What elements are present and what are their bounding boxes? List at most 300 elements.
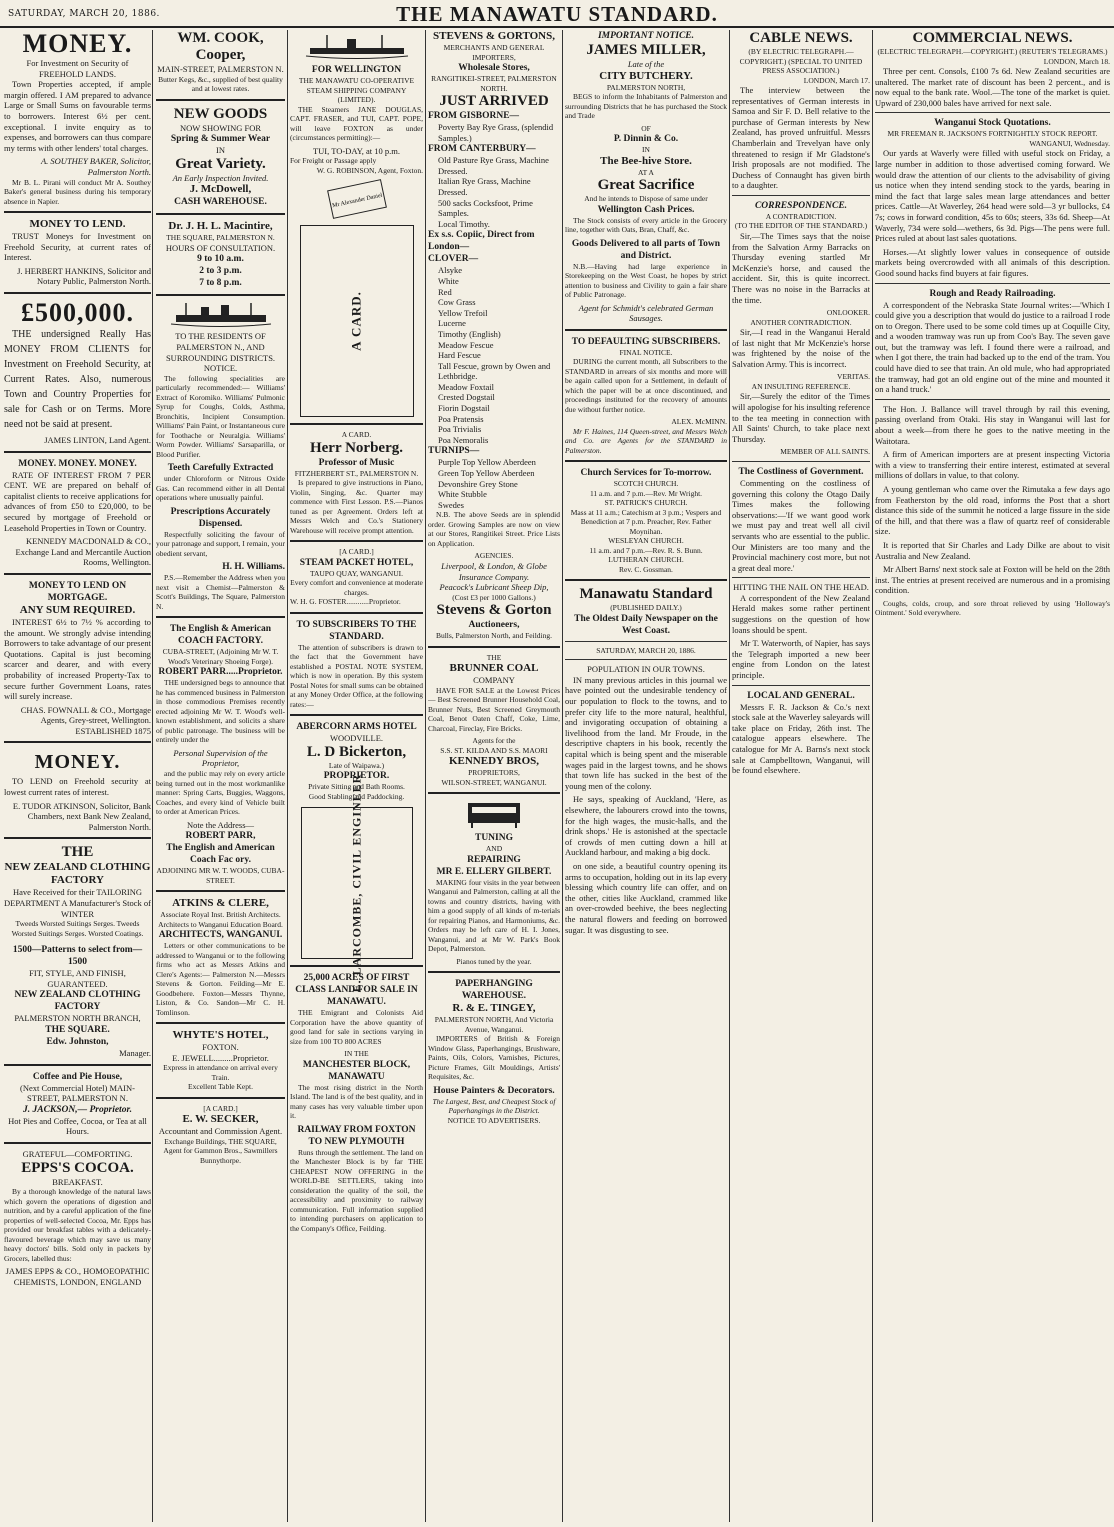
section-heading: TURNIPS—	[428, 446, 480, 457]
ad-subheading: Exchange Buildings, THE SQUARE,	[164, 1136, 277, 1146]
ad-subheading: Late of Waipawa.)	[328, 760, 385, 770]
ad-heading: Teeth Carefully Extracted	[167, 463, 274, 474]
ad-heading: Wholesale Stores,	[458, 63, 530, 73]
divider	[290, 540, 423, 542]
ad-subheading: TAUPO QUAY, WANGANUI.	[309, 568, 404, 578]
church-name: ST. PATRICK'S CHURCH.	[604, 498, 688, 508]
ad-signature: H. H. Williams.	[222, 562, 285, 573]
ad-signature: Edw. Johnston,	[46, 1037, 109, 1047]
ad-subheading: Have Received for their TAILORING DEPARTMENT A Manufacturer's Stock of WINTER	[4, 887, 151, 919]
section-heading: FROM CANTERBURY—	[428, 144, 536, 155]
ad-body: THE undersigned begs to announce that he has commenced business in Palmerston in those commodious Premises recently erected adjoining Mr W. T. Wood's well-known establishment, and solicits a share of public patronage. The business will be entirely under the	[156, 678, 285, 745]
ad-body: Is prepared to give instructions in Piano, Violin, Singing, &c. Quarter may commence with First Lesson. P.S.—Pianos tuned as per Agreement. Orders left at Messrs Welch and Co.'s Stationery Warehouse will receive prompt attention.	[290, 478, 423, 535]
ad-body: Private Sitting and Bath Rooms.	[308, 782, 405, 792]
ad-body: The Largest, Best, and Cheapest Stock of Paperhangings in the District.	[432, 1096, 556, 1116]
ad-signature: JAMES LINTON, Land Agent.	[44, 435, 151, 445]
ad-heading: Goods Delivered to all parts of Town and District.	[571, 238, 721, 261]
section-subheading: (ELECTRIC TELEGRAPH.—COPYRIGHT.) (REUTER'S TELEGRAMS.)	[877, 47, 1108, 56]
ad-heading: CASH WAREHOUSE.	[174, 197, 267, 208]
ad-body: Agent for Schmidt's celebrated German Sausages.	[578, 302, 714, 324]
list-item: Green Top Yellow Aberdeen	[438, 468, 535, 479]
divider	[875, 399, 1110, 400]
church-times: Mass at 11 a.m.; Catechism at 3 p.m.; Vespers and Benediction at 7 p.m. Preacher, Rev. Father Moynihan.	[570, 507, 722, 536]
ad-body: Agent for Gammon Bros., Sawmillers Bunnythorpe.	[163, 1146, 278, 1165]
ad-heading: TO SUBSCRIBERS TO THE STANDARD.	[296, 619, 417, 642]
ad-body: Liverpool, & London, & Globe Insurance Company.	[441, 560, 547, 582]
ad-body: N.B. The above Seeds are in splendid order. Growing Samples are now on view at our Stores, Rangitikei Street. Price Lists on Application.	[428, 510, 560, 548]
divider	[732, 461, 870, 462]
divider	[4, 451, 151, 453]
ad-label: [A CARD.]	[203, 1103, 238, 1113]
ad-body: Runs through the settlement. The land on the Manchester Block is by far THE CHEAPEST NOW OFFERING in the WORLD-BE SETTLERS, taking into consideration the quality of the soil, the accessibility and proximity to railway communication. Full information supplied to intending purchasers on application to the Company's Office, Feilding.	[290, 1147, 423, 1233]
ad-body: IMPORTERS of British & Foreign Window Glass, Paperhangings, Brushware, Paints, Oils, Colors, Varnishes, Pictures, Picture Frames, Gilt Mouldings, Artists' Requisites, &c.	[428, 1034, 560, 1082]
ad-subheading: Accountant and Commission Agent.	[158, 1126, 283, 1137]
section-heading: COMMERCIAL NEWS.	[912, 30, 1073, 46]
ad-note: Note the Address—	[186, 819, 255, 830]
column-rule	[152, 30, 153, 1522]
ad-subheading: (Next Commercial Hotel) MAIN-STREET, PALMERSTON N.	[20, 1082, 135, 1104]
column-rule	[562, 30, 563, 1522]
ad-subheading: AGENCIES.	[474, 551, 514, 561]
ad-heading: WM. COOK,	[177, 30, 264, 46]
steamship-icon	[166, 301, 276, 327]
divider	[428, 646, 560, 648]
ad-subheading: AT A	[638, 167, 654, 177]
list-item: Lucerne	[438, 318, 466, 329]
list-item: Old Pasture Rye Grass, Machine Dressed.	[438, 155, 549, 176]
ad-heading: KENNEDY BROS,	[448, 755, 540, 768]
article-body: on one side, a beautiful country opening its arms to occupation, holding out in its lap every blessing which country life can offer, and on the other, cities like Auckland, crammed like an over-crowded beehive, the bees neglecting the natural flowers and feeding on borrowed sugar. It was disgusting to see.	[565, 860, 727, 935]
article-title: A CONTRADICTION.	[765, 211, 837, 221]
ad-body: TUI, TO-DAY, at 10 p.m.	[312, 145, 401, 156]
ad-heading: J. McDowell,	[189, 183, 252, 196]
article-title: The Costliness of Government.	[738, 466, 864, 477]
ad-signature: JAMES EPPS & CO., HOMOEOPATHIC CHEMISTS, LONDON, ENGLAND	[5, 1266, 150, 1287]
list-item: Purple Top Yellow Aberdeen	[438, 457, 536, 468]
ad-subheading: Personal Supervision of the Proprietor,	[173, 747, 268, 769]
ad-signature: E. JEWELL.........Proprietor.	[172, 1052, 269, 1063]
ad-heading: 25,000 ACRES OF FIRST CLASS LAND FOR SALE IN MANAWATU.	[295, 973, 418, 1008]
divider	[565, 579, 727, 581]
divider	[156, 213, 285, 215]
section-heading: FROM GISBORNE—	[428, 111, 520, 121]
article-body: Coughs, colds, croup, and sore throat relieved by using 'Holloway's Ointment.' Sold everywhere.	[875, 598, 1110, 618]
ad-subheading: PALMERSTON NORTH,	[606, 82, 686, 92]
divider	[732, 577, 870, 578]
ad-body: under Chloroform or Nitrous Oxide Gas. Can recommend either in all Dental operations where unusually painful.	[156, 474, 285, 503]
ad-subheading: FIT, STYLE, AND FINISH, GUARANTEED.	[29, 968, 126, 989]
ad-subheading: IN THE	[344, 1049, 369, 1059]
ad-heading: ARCHITECTS, WANGANUI.	[158, 930, 283, 941]
ad-heading: JUST ARRIVED	[439, 93, 549, 109]
ad-heading: P. Dinnin & Co.	[613, 134, 679, 145]
ad-subheading: COMPANY	[473, 675, 515, 686]
ad-subheading: NOTICE TO ADVERTISERS.	[447, 1115, 541, 1125]
ad-heading: MONEY.	[22, 30, 133, 58]
piano-icon	[464, 799, 524, 829]
column-2	[156, 30, 285, 1522]
ad-body: 9 to 10 a.m.	[197, 254, 244, 265]
ad-subheading: Late of the	[627, 59, 665, 69]
business-card-box	[300, 225, 414, 417]
ad-label: [A CARD.]	[339, 547, 374, 557]
ad-heading: Herr Norberg.	[309, 439, 404, 456]
ad-heading: Stevens & Gorton	[436, 602, 552, 619]
section-heading: CABLE NEWS.	[749, 30, 853, 46]
ad-heading: THE	[61, 844, 94, 861]
ad-heading: THE SQUARE.	[45, 1025, 110, 1035]
ad-heading: Dr. J. H. L. Macintire,	[168, 220, 273, 233]
business-card-vertical-text: E. LARCOMBE, CIVIL ENGINEER	[349, 773, 364, 993]
ad-heading: MANCHESTER BLOCK, MANAWATU	[302, 1059, 411, 1082]
column-4	[428, 30, 560, 1522]
ad-signature: A. SOUTHEY BAKER, Solicitor, Palmerston North.	[40, 156, 151, 177]
divider	[290, 714, 423, 716]
article-body: Three per cent. Consols, £100 7s 6d. New Zealand securities are unaltered. The market rate of discount has been 2 percent., and is now equal to the bank rate. Wool.—The tone of the market is quiet. Upward of 230,000 bales have arrived for next sale.	[875, 66, 1110, 108]
divider	[565, 641, 727, 642]
section-subheading: (BY ELECTRIC TELEGRAPH.—COPYRIGHT.) (SPECIAL TO UNITED PRESS ASSOCIATION.)	[739, 47, 863, 75]
masthead-title: THE MANAWATU STANDARD.	[396, 2, 718, 26]
ad-subheading: CUBA-STREET, (Adjoining Mr W. T. Wood's Veterinary Shoeing Forge).	[162, 647, 279, 666]
article-body: A firm of American importers are at present inspecting Victoria with a view to transferring their entire interest, estimated at several millions of dollars in value, to that colony.	[875, 449, 1110, 481]
list-item: Meadow Fescue	[438, 339, 494, 350]
ad-body: S.S. ST. KILDA AND S.S. MAORI	[440, 745, 548, 755]
ad-heading: FOR WELLINGTON	[311, 65, 402, 75]
article-body: Sir,—Surely the editor of the Times will apologise for his insulting reference to the tea meeting in connection with All Saints' Church, to take place next Thursday.	[732, 391, 870, 444]
list-item: Red	[438, 286, 452, 297]
ad-heading: NEW ZEALAND CLOTHING FACTORY	[14, 990, 141, 1013]
ad-subheading: WILSON-STREET, WANGANUI.	[441, 777, 547, 787]
ad-subheading: An Early Inspection Invited.	[172, 172, 269, 183]
ad-subheading: And he intends to Dispose of same under	[584, 194, 708, 204]
ad-body: The most rising district in the North Island. The land is of the best quality, and in many cases has very valuable timber upon it.	[290, 1082, 423, 1121]
ad-subheading: PALMERSTON NORTH, And Victoria Avenue, Wanganui.	[434, 1015, 554, 1034]
ad-heading: Great Variety.	[175, 155, 266, 172]
stamp-icon	[322, 179, 392, 219]
article-body: The interview between the representatives of German interests in Samoa and Sir F. D. Bell relative to the purchase of German interests by New Zealand, has proved unfruitful. Messrs Chamberlain and Trevelyan have only threatened to resign if Mr Gladstone's Irish proposals are not modified. The Duchess of Connaught has given birth to a daughter.	[732, 85, 870, 191]
issue-date: SATURDAY, MARCH 20, 1886.	[596, 645, 696, 655]
article-body: Sir,—I read in the Wanganui Herald of last night that Mr McKenzie's horse was frightened by the noise of the Salvation Army. This is incorrect.	[732, 327, 870, 369]
ad-body: Butter Kegs, &c., supplied of best quality and at lowest rates.	[158, 74, 283, 94]
section-heading: LOCAL AND GENERAL.	[747, 690, 855, 701]
ad-heading: Prescriptions Accurately Dispensed.	[170, 506, 271, 529]
article-body: He says, speaking of Auckland, 'Here, as elsewhere, the labourers crowd into the towns, for the high wages, the music-halls, and the drink shops.' He is astonished at the spectacle of crowds of men cutting down a hill at Auckland harbour, and making a big dock.	[565, 794, 727, 858]
divider	[156, 1022, 285, 1024]
list-item: Italian Rye Grass, Machine Dressed.	[438, 176, 531, 197]
article-title: MR FREEMAN R. JACKSON'S FORTNIGHTLY STOCK REPORT.	[887, 129, 1098, 139]
list-item: Tall Fescue, grown by Owen and Lethbridge.	[438, 360, 551, 382]
list-item: Devonshire Grey Stone	[438, 478, 518, 489]
ad-subheading: For Investment on Security of FREEHOLD LANDS.	[26, 58, 129, 79]
ad-body: RATE OF INTEREST FROM 7 PER CENT. WE are prepared on behalf of capitalist clients to receive applications for advances of from £50 to £20,000, to be secured by mortgage of Freehold or Leasehold Properties in Town or Country.	[4, 469, 151, 533]
ad-subheading: Associate Royal Inst. British Architects. Architects to Wanganui Education Board.	[158, 910, 283, 929]
divider	[732, 685, 870, 686]
divider	[4, 1142, 151, 1144]
business-card-vertical-text: A CARD.	[348, 291, 364, 351]
ad-body: 2 to 3 p.m.	[199, 266, 242, 277]
ad-body: Good Stabling and Paddocking.	[308, 791, 405, 801]
article-body: IN many previous articles in this journal we have pointed out the undesirable tendency of our population to flock to the towns, and to prefer city life to the more natural, healthful, and invigorating occupation of obtaining a livelihood from the land. Mr Froude, in the descriptive chapters in his book, recently the capital which is being spent and the miserable wages paid in the largest towns, and he shows that town life has sucked in the best of the young men of the colony.	[565, 674, 727, 791]
column-1	[4, 30, 151, 1522]
section-heading: Church Services for To-morrow.	[580, 468, 712, 479]
ad-heading: MONEY. MONEY. MONEY.	[18, 458, 137, 469]
article-body: A correspondent of the New Zealand Herald makes some rather pertinent suggestions on the question of how loans should be spent.	[732, 592, 870, 635]
ad-body: The following specialities are particularly recommended:— Williams' Extract of Koromiko. Williams' Pulmonic Syrup for Coughs, Colds, Asthma, Bronchitis, Incipient Consumption. Williams' Pain Paint, or Instantaneous cure for Toothache or Neuralgia. Williams' Worm Powder. Williams' Sarsaparilla, or Blood Purifier.	[156, 373, 285, 459]
article-body: A young gentleman who came over the Rimutaka a few days ago from Featherston by the old road, informs the Post that a short distance this side of the summit he noticed a large fissure in the side of the hill, and that there was a flaw of quartz reef of considerable size.	[875, 484, 1110, 537]
list-item: Timothy (English)	[438, 328, 501, 339]
masthead	[0, 0, 1114, 28]
ad-signature: W. G. ROBINSON, Agent, Foxton.	[316, 165, 423, 175]
list-item: Hard Fescue	[438, 350, 481, 361]
ad-body: Agents for the	[472, 736, 516, 746]
ad-subheading: Professor of Music	[318, 457, 395, 468]
ad-heading: House Painters & Decorators.	[433, 1085, 555, 1096]
divider	[875, 283, 1110, 284]
ad-heading: L. D Bickerton,	[306, 743, 407, 760]
ad-note: Mr B. L. Pirani will conduct Mr A. Southey Baker's general business during his temporary absence in Napier.	[4, 177, 151, 206]
ad-heading: NEW GOODS	[173, 105, 268, 122]
article-signature: VERITAS.	[837, 372, 870, 382]
divider	[4, 1064, 151, 1066]
list-item: Yellow Trefoil	[438, 307, 488, 318]
list-item: Local Timothy.	[438, 218, 490, 229]
ad-body: THE Emigrant and Colonists Aid Corporation have the above quantity of good land for sale in sections varying in size from 100 TO 800 ACRES	[290, 1008, 423, 1046]
church-name: SCOTCH CHURCH.	[613, 479, 679, 489]
ad-subheading: GRATEFUL—COMFORTING.	[22, 1148, 133, 1159]
ad-subheading: AND	[485, 844, 503, 854]
article-body: It is reported that Sir Charles and Lady Dilke are about to visit Australia and New Zealand.	[875, 539, 1110, 561]
divider	[156, 99, 285, 101]
dateline: WANGANUI, Wednesday.	[1029, 138, 1110, 148]
column-6	[732, 30, 870, 1522]
divider	[565, 329, 727, 331]
ad-heading: Spring & Summer Wear	[170, 134, 271, 145]
column-3	[290, 30, 423, 1522]
ad-body: Respectfully soliciting the favour of your patronage and support, I remain, your obedient servant,	[156, 529, 285, 558]
ad-heading: STEAM PACKET HOTEL,	[299, 557, 414, 568]
section-heading: CLOVER—	[428, 254, 479, 265]
ad-heading: REPAIRING	[467, 854, 521, 865]
ad-subheading: FOXTON.	[202, 1042, 239, 1053]
ad-body: Letters or other communications to be addressed to Wanganui or to the following firms who act as Messrs Atkins and Clere's Agents:— Palmerston N.—Messrs Stevens & Gorton. Feilding—Mr E. Goodbehere. Foxton—Messrs Thynne, Liston, & Co. Sandon—Mr C. H. Tomlinson.	[156, 941, 285, 1017]
ad-subheading: PALMERSTON NORTH BRANCH,	[14, 1013, 141, 1024]
list-item: White	[438, 275, 459, 286]
ad-body: DURING the current month, all Subscribers to the STANDARD in arrears of six months and more will be again called upon for a Settlement, in default of which the paper will be at once discontinued, and proceedings instituted for the recovery of amounts due without further notice.	[565, 357, 727, 414]
ad-body: Town Properties accepted, if ample margin offered. I AM prepared to advance Large or Small Sums on favourable terms to borrowers. Interest 6½ per cent. exceptional. I invite enquiry as to expenses, and borrowers can thus compare my terms with other lenders' total charges.	[4, 79, 151, 153]
ad-body: Express in attendance on arrival every Train.	[163, 1063, 278, 1082]
divider	[290, 612, 423, 614]
ad-heading: The English and American Coach Fac ory.	[166, 843, 275, 866]
ad-label: A CARD.	[341, 430, 372, 440]
ad-heading: MR E. ELLERY GILBERT.	[436, 866, 552, 877]
dateline: LONDON, March 18.	[1043, 56, 1110, 66]
list-item: Poa Trivialis	[438, 424, 482, 435]
ad-heading: TUNING	[474, 833, 513, 844]
ad-heading: ROBERT PARR,	[185, 831, 256, 842]
ad-heading: BRUNNER COAL	[449, 662, 539, 675]
ad-subheading: PROPRIETORS,	[468, 768, 520, 778]
article-subtitle: (TO THE EDITOR OF THE STANDARD.)	[734, 221, 868, 231]
list-item: Poa Nemoralis	[438, 434, 489, 445]
article-title: Rough and Ready Railroading.	[929, 288, 1056, 299]
list-item: Cow Grass	[438, 297, 476, 308]
section-heading: CORRESPONDENCE.	[754, 200, 848, 211]
ad-body: Tweeds Worsted Suitings Serges. Tweeds Worsted Suitings Serges. Worsted Coatings.	[11, 919, 144, 938]
ad-subheading: IN	[216, 145, 225, 156]
article-title: ANOTHER CONTRADICTION.	[750, 317, 852, 327]
article-body: Sir,—The Times says that the noise from the Salvation Army Barracks on Thursday evening startled Mr McKenzie's horse, and caused the accident. Sir, this is quite incorrect. There was no noise in the Barracks at the time.	[732, 230, 870, 305]
ad-heading: PAPERHANGING	[455, 979, 533, 990]
divider	[156, 616, 285, 618]
article-body: Our yards at Waverly were filled with useful stock on Friday, a large number in addition to those advertised coming forward. We would draw the attention of our clients to the advisability of giving us notice when they intend sending stock to the yards, bearing in mind the fact that large sales mean large attendances and better prices. Cattle—At Waverley, 264 head were sold—3 yr bullocks, £4 7s; cows in forward condition, 45s to 60s; steers, 33s 6d. Sheep—At Waverly, 734 were sold—wethers, 6s 3d. Pigs—The pens were full. Prices ruled at about last sales quotations.	[875, 148, 1110, 244]
list-item: Poverty Bay Rye Grass, (splendid Samples.)	[438, 122, 554, 143]
ad-heading: WHYTE'S HOTEL,	[172, 1029, 269, 1042]
ad-subheading: FITZHERBERT ST., PALMERSTON N.	[294, 468, 419, 478]
article-title: AN INSULTING REFERENCE.	[751, 381, 851, 391]
section-heading: Ex s.s. Copiic, Direct from London—	[428, 230, 535, 253]
ad-heading: ROBERT PARR.....Proprietor.	[158, 667, 283, 678]
church-name: LUTHERAN CHURCH.	[608, 555, 684, 565]
divider	[428, 792, 560, 794]
steamship-icon	[302, 34, 412, 60]
article-body: The Hon. J. Ballance will travel through by rail this evening, passing overland from Otaki. His stay in Wanganui will last for about a week—from there he goes to the native meeting in the Waitotara.	[875, 403, 1110, 446]
ad-note: Mr F. Haines, 114 Queen-street, and Messrs Welch and Co. are Agents for the STANDARD in Palmerston.	[565, 426, 727, 455]
column-rule	[287, 30, 288, 1522]
ad-heading: Great Sacrifice	[597, 177, 695, 194]
ad-subheading: RANGITIKEI-STREET, PALMERSTON NORTH.	[431, 74, 557, 93]
ad-heading: JAMES MILLER,	[586, 42, 706, 58]
ad-subheading: MAIN-STREET, PALMERSTON N.	[157, 64, 284, 74]
ad-heading: EPPS'S COCOA.	[21, 1159, 134, 1176]
ad-heading: The Bee-hive Store.	[600, 154, 692, 167]
masthead-date: SATURDAY, MARCH 20, 1886.	[8, 9, 160, 19]
ad-body: The attention of subscribers is drawn to the fact that the Government have established a POSTAL NOTE SYSTEM, which is now in operation. By this system Postal Notes for small sums can be obtained at any Money Order Office, at the following rates:—	[290, 642, 423, 709]
ad-body: TRUST Moneys for Investment on Freehold Security, at current rates of Interest.	[4, 231, 151, 263]
dateline: LONDON, March 17.	[803, 75, 870, 85]
divider	[4, 573, 151, 575]
list-item: White Stubble	[438, 489, 487, 500]
ad-heading: MONEY.	[34, 751, 121, 774]
ad-signature: W. H. G. FOSTER............Proprietor.	[290, 597, 401, 607]
ad-body: Pianos tuned by the year.	[456, 956, 532, 966]
ad-subheading: NOW SHOWING FOR	[179, 122, 262, 133]
divider	[875, 112, 1110, 113]
ad-heading: R. & E. TINGEY,	[452, 1002, 536, 1015]
list-item: Poa Pratensis	[438, 413, 484, 424]
ad-body: MAKING four visits in the year between Wanganui and Palmerston, calling at all the towns and country districts, having with him a good supply of all kinds of m-terials for repairing Pianos, and Harmoniums, &c. Orders may be left care of H. I. Jones, Wanganui, and at Mr W. Park's Book Depot, Palmerston.	[428, 877, 560, 954]
ad-heading: ABERCORN ARMS HOTEL	[296, 722, 417, 733]
divider	[428, 971, 560, 973]
ad-heading: Cooper,	[195, 47, 246, 63]
ad-subheading: NOTICE.	[203, 363, 238, 374]
ad-subheading: BREAKFAST.	[52, 1176, 103, 1187]
ad-signature: CHAS. FOWNALL & CO., Mortgage Agents, Grey-street, Wellington. ESTABLISHED 1875	[20, 704, 151, 736]
ad-body: By a thorough knowledge of the natural laws which govern the operations of digestion and nutrition, and by a careful application of the fine properties of well-selected Cocoa, Mr. Epps has provided our breakfast tables with a delicately-flavoured beverage which may save us many heavy doctors' bills. Sold only in packets by Grocers, labelled thus:	[4, 1187, 151, 1263]
ad-body: INTEREST 6½ to 7½ % according to the amount. We strongly advise intending Borrowers to take advantage of our present Quotations. Capital is just becoming scarcer and dearer, and with every probability of increased Property-Tax to secure further Government Loans, rates will surely increase.	[4, 616, 151, 702]
ad-signature: ALEX. McMINN.	[671, 417, 727, 427]
list-item: Fiorin Dogstail	[438, 403, 490, 414]
article-body: Messrs F. R. Jackson & Co.'s next stock sale at the Waverley saleyards will take place on Friday, 26th inst. The catalogue appears elsewhere. The catalogue for Mr A. Barns's next stock sale at Campbelltown, Wanganui, will be found elsewhere.	[732, 701, 870, 776]
ad-body: Peacock's Lubricant Sheep Dip,	[439, 582, 549, 593]
section-heading: Wanganui Stock Quotations.	[934, 118, 1051, 129]
list-item: Alsyke	[438, 265, 463, 276]
ad-subheading: ANY SUM REQUIRED.	[19, 603, 136, 616]
ad-heading: TO DEFAULTING SUBSCRIBERS.	[571, 336, 721, 347]
list-item: 500 sacks Cocksfoot, Prime Samples.	[438, 197, 533, 219]
ad-body: For Freight or Passage apply	[290, 156, 377, 166]
ad-heading: 1500—Patterns to select from—1500	[12, 945, 143, 968]
ad-body: The Stock consists of every article in the Grocery line, together with Oats, Bran, Chaff, &c.	[565, 215, 727, 235]
ad-heading: MONEY TO LEND ON MORTGAGE.	[28, 580, 127, 603]
column-rule	[425, 30, 426, 1522]
ad-signature: J. HERBERT HANKINS, Solicitor and Notary Public, Palmerston North.	[17, 265, 151, 287]
ad-heading: NEW ZEALAND CLOTHING FACTORY	[4, 861, 151, 887]
divider	[565, 659, 727, 660]
divider	[4, 211, 151, 213]
ad-subheading: THE	[486, 652, 502, 662]
church-times: 11 a.m. and 7 p.m.—Rev. R. S. Bunn.	[589, 545, 703, 555]
ad-heading: RAILWAY FROM FOXTON TO NEW PLYMOUTH	[297, 1124, 416, 1147]
ad-signature: J. JACKSON,— Proprietor.	[22, 1104, 132, 1115]
ad-body: Excellent Table Kept.	[188, 1082, 253, 1092]
ad-body: TO LEND on Freehold security at lowest current rates of interest.	[4, 776, 151, 798]
divider	[565, 460, 727, 462]
ad-heading: CITY BUTCHERY.	[599, 69, 693, 82]
stamp-text: Mr Alexander Daniel	[331, 192, 383, 210]
list-item: Meadow Foxtail	[438, 381, 494, 392]
ad-body: Hot Pies and Coffee, Cocoa, or Tea at all Hours.	[8, 1115, 147, 1137]
paper-name: Manawatu Standard	[579, 586, 713, 603]
ad-heading: WAREHOUSE.	[461, 991, 527, 1002]
paper-tagline: The Oldest Daily Newspaper on the West Coast.	[574, 613, 718, 636]
ad-body: BEGS to inform the Inhabitants of Palmerston and surrounding Districts that he has purchased the Stock and Trade	[565, 92, 727, 121]
ad-subheading: OF	[641, 123, 651, 133]
article-signature: MEMBER OF ALL SAINTS.	[780, 447, 870, 457]
ad-heading: Wellington Cash Prices.	[597, 204, 695, 215]
divider	[4, 837, 151, 839]
article-title: HITTING THE NAIL ON THE HEAD.	[733, 582, 869, 593]
list-item: Swedes	[438, 499, 464, 510]
ad-note: P.S.—Remember the Address when you next visit a Chemist—Palmerston & Scott's Buildings, The Square, Palmerston N.	[156, 573, 285, 611]
column-7	[875, 30, 1110, 1522]
article-body: Commenting on the costliness of governing this colony the Otago Daily Times makes the following observations:—'If we want good work we must pay and treat well all civil servants who are essential to the public. Our Ministers are too many and the Provincial machinery cost more, but not a great deal more.'	[732, 477, 870, 573]
ad-heading: E. W. SECKER,	[182, 1113, 259, 1126]
ad-subheading: IMPORTANT NOTICE.	[597, 31, 695, 41]
ad-subheading: TO THE RESIDENTS OF PALMERSTON N., AND SURROUNDING DISTRICTS.	[165, 331, 276, 363]
ad-subheading: MERCHANTS AND GENERAL IMPORTERS,	[443, 43, 545, 62]
divider	[290, 423, 423, 425]
article-title: POPULATION IN OUR TOWNS.	[587, 664, 705, 675]
ad-heading: The English & American COACH FACTORY.	[169, 624, 272, 647]
ad-heading: PROPRIETOR.	[323, 771, 390, 782]
ad-heading: ATKINS & CLERE,	[172, 897, 269, 910]
ad-heading: Coffee and Pie House,	[32, 1071, 123, 1082]
column-rule	[729, 30, 730, 1522]
article-body: A correspondent of the Nebraska State Journal writes:—'Which I could give you a description that would do justice to a railroad I rode on to Oregon. There used to be some cold times up at Coquille City, and a wooden tramway was run up from Coo's Bay. The seven gave out, but the tramway was left. I found there were a railroad, and when I got there, the train had backed up to the end of the tram. You could have died to see that train. An old mule, who had appropriated the tramway, had got an old engine out of the mine and mounted it on a hand truck.'	[875, 299, 1110, 395]
column-rule	[872, 30, 873, 1522]
ad-subheading: FINAL NOTICE.	[619, 347, 673, 357]
divider	[156, 890, 285, 892]
divider	[4, 292, 151, 294]
ad-body: THE Steamers JANE DOUGLAS, CAPT. FRASER, and TUI, CAPT. POPE, will leave FOXTON as under (circumstances permitting):—	[290, 104, 423, 142]
ad-subheading: IN	[642, 145, 650, 155]
ad-heading: Auctioneers,	[468, 620, 520, 631]
ad-body: THE undersigned Really Has MONEY FROM CLIENTS for Investment on Freehold Security, at Current Rates. Also, numerous Town and Country Properties for sale for Cash or on Terms. More need not be said at present.	[4, 329, 151, 430]
ad-subheading: ADJOINING MR W. T. WOODS, CUBA-STREET.	[156, 866, 285, 885]
ad-subheading: WOODVILLE.	[329, 733, 384, 744]
ad-body: and the public may rely on every article being turned out in the most workmanlike manner: Spring Carts, Buggies, Waggons, Coaches, and every kind of Vehicle built to order at American Prices.	[156, 769, 285, 817]
church-times: Rev. C. Gossman.	[619, 564, 673, 574]
